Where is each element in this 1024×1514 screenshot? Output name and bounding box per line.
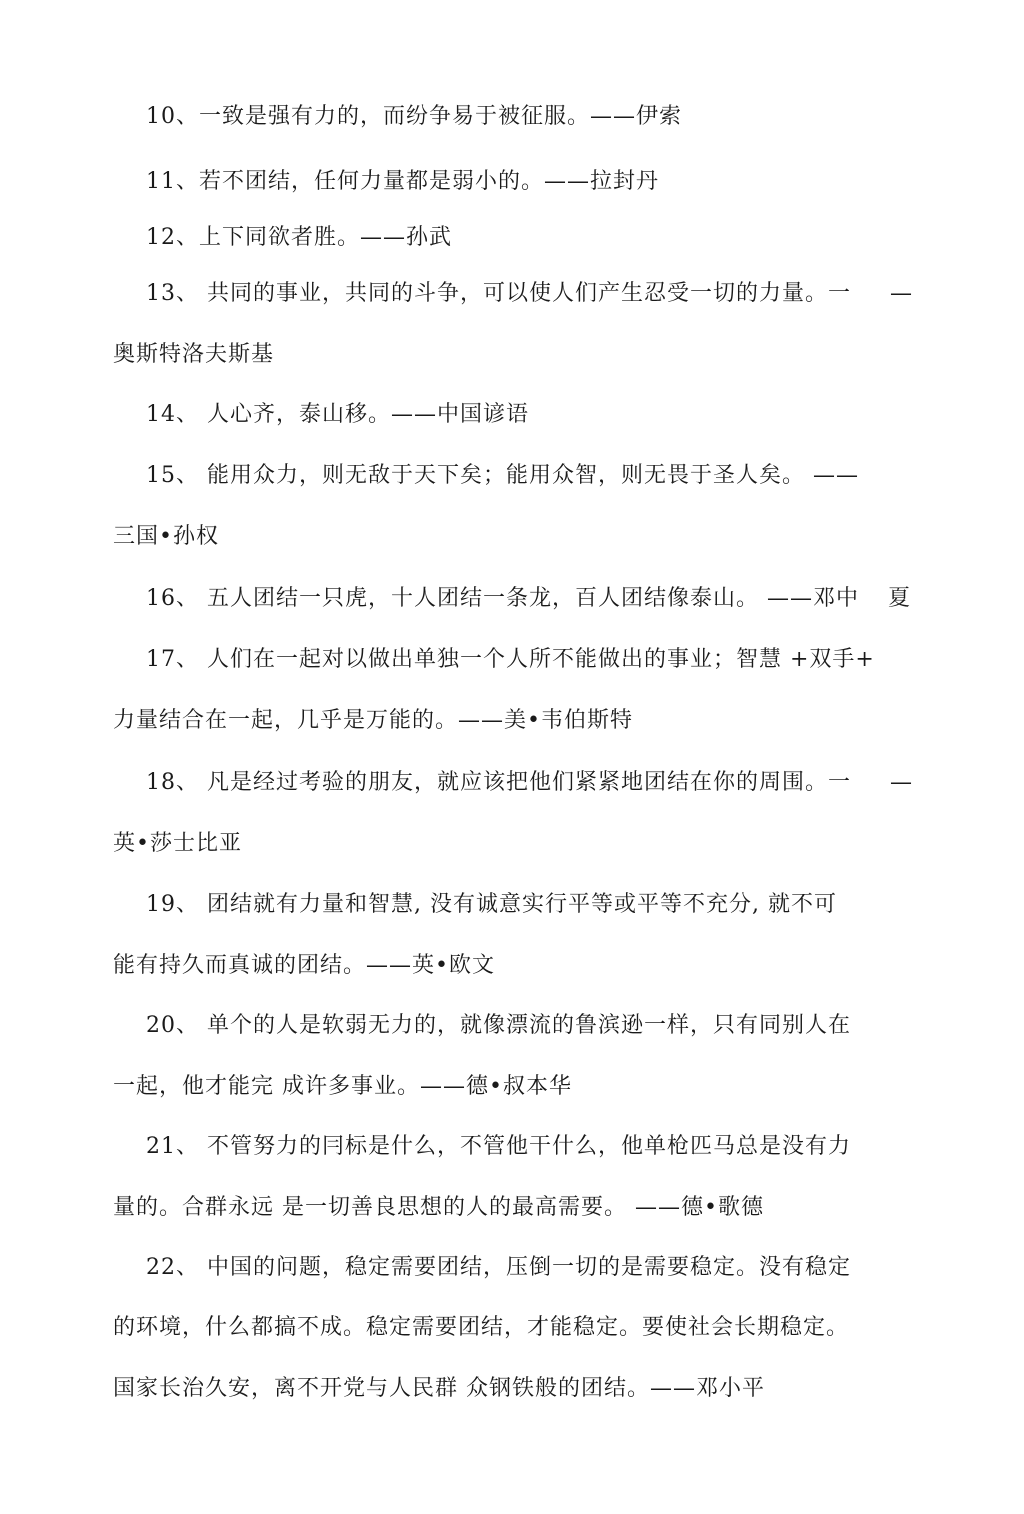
quote-15-line-2: 三国•孙权: [113, 524, 219, 549]
quote-11-line-1: 11、若不团结，任何力量都是弱小的。——拉封丹: [146, 169, 659, 194]
quote-22-line-1: 22、 中国的问题，稳定需要团结，压倒一切的是需要稳定。没有稳定: [146, 1255, 851, 1280]
quote-19-line-1: 19、 团结就有力量和智慧, 没有诚意实行平等或平等不充分, 就不可: [146, 892, 837, 917]
quote-22-line-2: 的环境，什么都搞不成。稳定需要团结，才能稳定。要使社会长期稳定。: [113, 1315, 850, 1340]
quote-16-line-1: 16、 五人团结一只虎，十人团结一条龙，百人团结像泰山。 ——邓中: [146, 586, 859, 611]
quote-13-line-2: 奥斯特洛夫斯基: [113, 342, 275, 367]
quote-12-line-1: 12、上下同欲者胜。——孙武: [146, 225, 452, 250]
quote-18-line-2: 英•莎士比亚: [113, 831, 242, 856]
quote-21-line-2: 量的。合群永远 是一切善良思想的人的最高需要。 ——德•歌德: [113, 1195, 764, 1220]
quote-19-line-2: 能有持久而真诚的团结。——英•欧文: [113, 953, 495, 978]
quote-13-line-1: 13、 共同的事业，共同的斗争，可以使人们产生忍受一切的力量。一: [146, 281, 851, 306]
quote-15-line-1: 15、 能用众力，则无敌于天下矣；能用众智，则无畏于圣人矣。 ——: [146, 463, 859, 488]
quote-10-line-1: 10、一致是强有力的，而纷争易于被征服。——伊索: [146, 104, 682, 129]
quote-22-line-3: 国家长治久安，离不开党与人民群 众钢铁般的团结。——邓小平: [113, 1376, 765, 1401]
quote-16-tail: 夏: [888, 586, 911, 611]
quote-14-line-1: 14、 人心齐，泰山移。——中国谚语: [146, 402, 529, 427]
quote-17-line-2: 力量结合在一起，几乎是万能的。——美•韦伯斯特: [113, 708, 633, 733]
quote-18-line-1: 18、 凡是经过考验的朋友，就应该把他们紧紧地团结在你的周围。一: [146, 770, 851, 795]
quote-20-line-1: 20、 单个的人是软弱无力的，就像漂流的鲁滨逊一样，只有同别人在: [146, 1013, 851, 1038]
quote-13-dash: —: [890, 281, 912, 306]
quote-21-line-1: 21、 不管努力的冃标是什么，不管他干什么，他单枪匹马总是没有力: [146, 1134, 851, 1159]
quote-20-line-2: 一起，他才能完 成许多事业。——德•叔本华: [113, 1074, 572, 1099]
quote-17-line-1: 17、 人们在一起对以做出单独一个人所不能做出的事业；智慧 +双手+: [146, 647, 875, 672]
quote-18-dash: —: [890, 770, 912, 795]
